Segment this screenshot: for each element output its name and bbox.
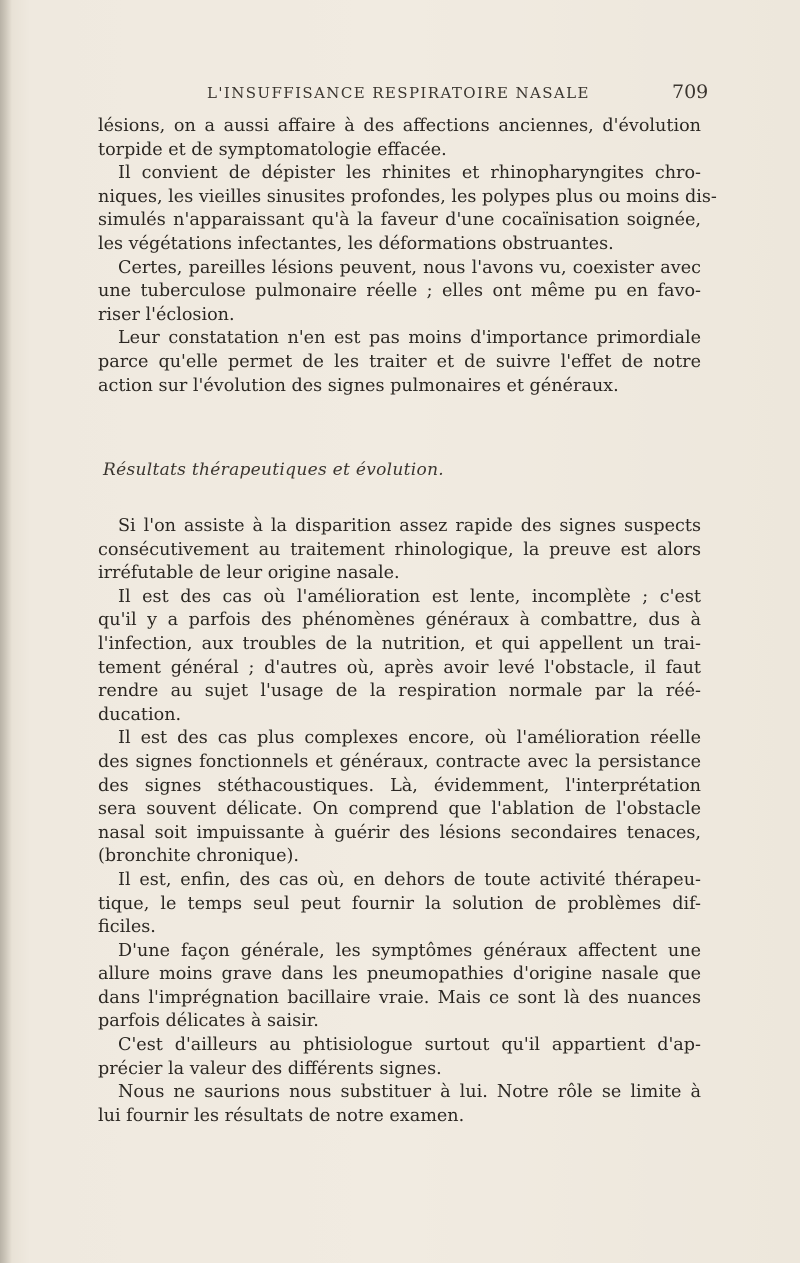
text-line: ficiles. [98, 917, 156, 938]
section-heading: Résultats thérapeutiques et évolution. [103, 460, 445, 480]
text-line: Certes, pareilles lésions peuvent, nous l'avons vu, coexister avec [118, 257, 701, 278]
text-line: D'une façon générale, les symptômes généraux affectent une [118, 940, 701, 961]
text-line: Leur constatation n'en est pas moins d'importance primordiale [118, 328, 701, 349]
text-line: sera souvent délicate. On comprend que l'ablation de l'obstacle [98, 799, 701, 820]
page-number: 709 [672, 81, 709, 103]
text-line: dans l'imprégnation bacillaire vraie. Mais ce sont là des nuances [98, 987, 701, 1008]
text-line: ducation. [98, 704, 182, 725]
text-line: Nous ne saurions nous substituer à lui. Notre rôle se limite à [118, 1082, 701, 1103]
text-line: Il est, enfin, des cas où, en dehors de toute activité thérapeu- [118, 869, 701, 890]
page-gutter-shadow [0, 0, 12, 1263]
text-line: allure moins grave dans les pneumopathies d'origine nasale que [98, 964, 701, 985]
text-line: qu'il y a parfois des phénomènes généraux à combattre, dus à [98, 610, 701, 631]
running-header-title: L'INSUFFISANCE RESPIRATOIRE NASALE [207, 84, 590, 102]
text-line: Il convient de dépister les rhinites et rhinopharyngites chro- [118, 163, 701, 184]
text-line: Il est des cas où l'amélioration est lente, incomplète ; c'est [118, 586, 701, 607]
text-line: des signes fonctionnels et généraux, contracte avec la persistance [98, 751, 701, 772]
text-line: parfois délicates à saisir. [98, 1011, 319, 1032]
text-block-bottom [98, 515, 701, 1128]
text-line: riser l'éclosion. [98, 304, 235, 325]
text-line: simulés n'apparaissant qu'à la faveur d'une cocaïnisation soignée, [98, 210, 701, 231]
text-line: tique, le temps seul peut fournir la solution de problèmes dif- [98, 893, 701, 914]
text-line: lésions, on a aussi affaire à des affections anciennes, d'évolution [98, 116, 701, 136]
text-line: (bronchite chronique). [98, 846, 299, 867]
text-line: les végétations infectantes, les déformations obstruantes. [98, 233, 614, 254]
text-line: lui fournir les résultats de notre examen. [98, 1105, 465, 1126]
text-line: précier la valeur des différents signes. [98, 1058, 442, 1079]
text-line: parce qu'elle permet de les traiter et de suivre l'effet de notre [98, 351, 701, 372]
text-line: irréfutable de leur origine nasale. [98, 563, 400, 584]
text-line: une tuberculose pulmonaire réelle ; elles ont même pu en favo- [98, 281, 701, 302]
text-line: l'infection, aux troubles de la nutrition, et qui appellent un trai- [98, 633, 701, 654]
text-block-top [98, 115, 717, 398]
text-line: consécutivement au traitement rhinologique, la preuve est alors [98, 539, 701, 560]
text-line: rendre au sujet l'usage de la respiration normale par la réé- [98, 681, 701, 702]
text-line: nasal soit impuissante à guérir des lésions secondaires tenaces, [98, 822, 701, 843]
text-line: Il est des cas plus complexes encore, où l'amélioration réelle [118, 728, 701, 749]
text-line: Si l'on assiste à la disparition assez rapide des signes suspects [118, 516, 701, 536]
text-line: niques, les vieilles sinusites profondes, les polypes plus ou moins dis- [98, 186, 717, 207]
text-line: tement général ; d'autres où, après avoir levé l'obstacle, il faut [98, 657, 701, 678]
text-line: action sur l'évolution des signes pulmonaires et généraux. [98, 375, 619, 396]
text-line: des signes stéthacoustiques. Là, évidemment, l'interprétation [98, 775, 701, 796]
text-line: C'est d'ailleurs au phtisiologue surtout qu'il appartient d'ap- [118, 1035, 701, 1056]
text-line: torpide et de symptomatologie effacée. [98, 139, 447, 160]
